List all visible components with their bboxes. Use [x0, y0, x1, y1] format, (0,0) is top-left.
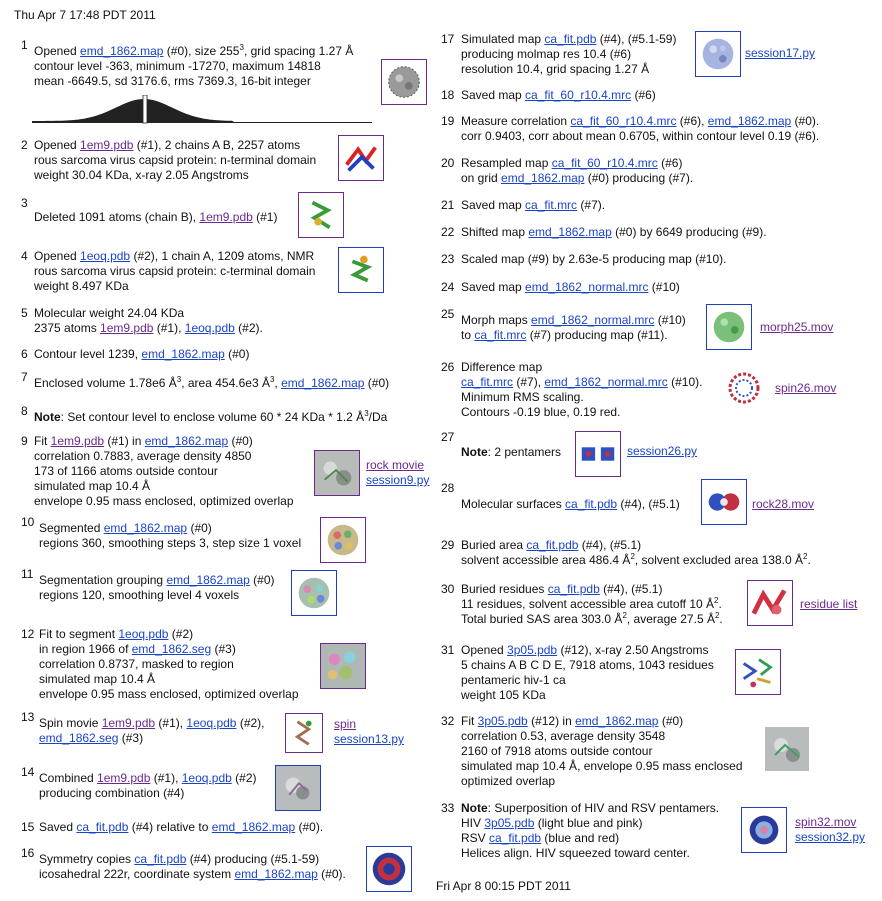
- entry-number: 9: [21, 434, 28, 448]
- helices-info: Helices align. HIV squeezed toward center.: [461, 846, 690, 860]
- superscript: 3: [269, 375, 275, 384]
- contour-level-marker[interactable]: [143, 95, 147, 123]
- entry-number: 21: [441, 198, 455, 212]
- entry-number: 18: [441, 88, 455, 102]
- scaling-info: Minimum RMS scaling.: [461, 390, 584, 404]
- entry-number: 4: [21, 249, 28, 263]
- text: (#7).: [577, 198, 606, 212]
- text: (#6): [631, 88, 656, 102]
- text: (light blue and pink): [534, 816, 643, 830]
- text: (#0): [364, 376, 390, 390]
- correlation-info: correlation 0.7883, average density 4850: [34, 449, 252, 463]
- emd-map-link[interactable]: emd_1862.map: [80, 44, 164, 58]
- text: .: [719, 612, 723, 626]
- envelope-info: envelope 0.95 mass enclosed, optimized overlap: [34, 494, 294, 508]
- text: (#10): [648, 280, 680, 294]
- entry-number: 2: [21, 138, 28, 152]
- entry-number: 19: [441, 114, 455, 128]
- text: (#0).: [317, 867, 346, 881]
- text: (#0): [187, 521, 212, 535]
- residue-list-link[interactable]: residue list: [800, 597, 858, 611]
- thumbnail-difference[interactable]: [722, 366, 766, 410]
- text: Saved map: [461, 88, 526, 102]
- text: (#7) producing map (#11).: [526, 328, 668, 342]
- overlap-info: optimized overlap: [461, 774, 556, 788]
- start-date: Thu Apr 7 17:48 PDT 2011: [14, 8, 156, 22]
- spin-link[interactable]: spin: [334, 717, 357, 731]
- thumbnail-combination[interactable]: [275, 765, 321, 811]
- sim-map-info: simulated map 10.4 Å: [39, 672, 156, 686]
- text: (#2): [231, 771, 257, 785]
- text: Segmentation grouping: [39, 573, 167, 587]
- thumbnail-segmentation[interactable]: [320, 517, 366, 563]
- rock28-link[interactable]: rock28.mov: [752, 497, 815, 511]
- sim-map-info: simulated map 10.4 Å: [34, 479, 151, 493]
- superscript: 3: [364, 409, 369, 418]
- text: : 2 pentamers: [487, 445, 562, 459]
- thumbnail-segmentation[interactable]: [291, 570, 337, 616]
- text: Enclosed volume 1.78e6 Å: [34, 376, 177, 390]
- text: (#4) producing (#5.1-59): [186, 852, 320, 866]
- spin32-link[interactable]: spin32.mov: [795, 815, 857, 829]
- pdb-link[interactable]: ca_fit.pdb: [544, 32, 597, 46]
- emd-map-link[interactable]: emd_1862.map: [501, 171, 585, 185]
- session32-link[interactable]: session32.py: [795, 830, 866, 844]
- note-label: Note: [461, 801, 488, 815]
- description: rous sarcoma virus capsid protein: n-terminal domain: [34, 153, 317, 167]
- thumbnail-fit[interactable]: [320, 643, 366, 689]
- text: (#1),: [155, 716, 187, 730]
- pdb-link[interactable]: ca_fit.pdb: [134, 852, 187, 866]
- entry-number: 32: [441, 714, 455, 728]
- text: Saved map: [461, 280, 526, 294]
- text: (#4), (#5.1): [578, 538, 642, 552]
- mrc-link[interactable]: ca_fit.mrc: [525, 198, 578, 212]
- emd-map-link[interactable]: emd_1862.map: [234, 867, 318, 881]
- text: (#4), (#5.1-59): [596, 32, 677, 46]
- text: (#1),: [150, 771, 182, 785]
- text: Combined: [39, 771, 98, 785]
- text: (#4), (#5.1): [599, 582, 663, 596]
- density-histogram: [32, 95, 372, 125]
- entry-number: 29: [441, 538, 455, 552]
- text: Total buried SAS area 303.0 Å: [461, 612, 623, 626]
- emd-map-link[interactable]: emd_1862.map: [528, 225, 612, 239]
- session13-link[interactable]: session13.py: [334, 732, 405, 746]
- entry-number: 24: [441, 280, 455, 294]
- mrc-link[interactable]: ca_fit_60_r10.4.mrc: [525, 88, 632, 102]
- combination-info: producing combination (#4): [39, 786, 185, 800]
- thumbnail-morph[interactable]: [706, 304, 752, 350]
- mrc-link[interactable]: emd_1862_normal.mrc: [544, 375, 668, 389]
- pdb-link[interactable]: ca_fit.pdb: [547, 582, 600, 596]
- text: .: [718, 597, 722, 611]
- thumbnail-superposition[interactable]: [741, 807, 787, 853]
- entry-number: 16: [21, 846, 35, 860]
- weight-info: weight 30.04 KDa, x-ray 2.05 Angstroms: [34, 168, 249, 182]
- thumbnail-fit[interactable]: [314, 450, 360, 496]
- entry-number: 6: [21, 347, 28, 361]
- text: Morph maps: [461, 313, 532, 327]
- rock-movie-link[interactable]: rock movie: [366, 458, 425, 472]
- sim-map-info: simulated map 10.4 Å, envelope 0.95 mass enclosed: [461, 759, 743, 773]
- entry-number: 31: [441, 643, 455, 657]
- pdb-link[interactable]: ca_fit.pdb: [526, 538, 579, 552]
- entry-number: 33: [441, 801, 455, 815]
- thumbnail-fit[interactable]: [765, 727, 809, 771]
- entry-number: 25: [441, 307, 455, 321]
- thumbnail-protein[interactable]: [338, 135, 384, 181]
- text: (#12), x-ray 2.50 Angstroms: [557, 643, 709, 657]
- pdb-link[interactable]: 1em9.pdb: [199, 210, 253, 224]
- thumbnail-map[interactable]: [695, 31, 741, 77]
- thumbnail-protein[interactable]: [338, 247, 384, 293]
- text: Symmetry copies: [39, 852, 135, 866]
- seg-link[interactable]: emd_1862.seg: [131, 642, 212, 656]
- thumbnail-pentamers[interactable]: [575, 431, 621, 477]
- text: Opened: [461, 643, 508, 657]
- text: 11 residues, solvent accessible area cutoff 10 Å: [461, 597, 715, 611]
- mrc-link[interactable]: ca_fit_60_r10.4.mrc: [551, 156, 658, 170]
- thumbnail-symmetry[interactable]: [366, 846, 412, 892]
- text: Deleted 1091 atoms (chain B),: [34, 210, 200, 224]
- text: solvent accessible area 486.4 Å: [461, 553, 631, 567]
- superscript: 2: [622, 611, 627, 620]
- mrc-link[interactable]: ca_fit_60_r10.4.mrc: [570, 114, 677, 128]
- thumbnail-surfaces[interactable]: [701, 479, 747, 525]
- entry-number: 15: [21, 820, 35, 834]
- entry-number: 20: [441, 156, 455, 170]
- seg-link[interactable]: emd_1862.seg: [39, 731, 119, 745]
- pdb-link[interactable]: 1em9.pdb: [100, 321, 154, 335]
- pdb-link[interactable]: 1eoq.pdb: [80, 249, 131, 263]
- text: (#1),: [153, 321, 185, 335]
- text: Segmented: [39, 521, 104, 535]
- entry-number: 5: [21, 306, 28, 320]
- entry-number: 10: [21, 515, 35, 529]
- weight-info: weight 8.497 KDa: [34, 279, 129, 293]
- text: 2375 atoms: [34, 321, 101, 335]
- text: (#3): [118, 731, 144, 745]
- text: in region 1966 of: [39, 642, 132, 656]
- contours-info: Contours -0.19 blue, 0.19 red.: [461, 405, 621, 419]
- text: (#2): [168, 627, 194, 641]
- entry-number: 30: [441, 582, 455, 596]
- superscript: 2: [714, 611, 720, 620]
- text: (#1) in: [104, 434, 145, 448]
- envelope-info: envelope 0.95 mass enclosed, optimized overlap: [39, 687, 299, 701]
- entry-number: 1: [21, 38, 28, 52]
- entry-number: 12: [21, 627, 35, 641]
- entry-number: 26: [441, 360, 455, 374]
- pdb-link[interactable]: 1eoq.pdb: [118, 627, 169, 641]
- text: (#0), size 255: [163, 44, 240, 58]
- text: (#0).: [791, 114, 820, 128]
- text: : Set contour level to enclose volume 60 * 24 KDa * 1.2 Å: [60, 410, 365, 424]
- text: Spin movie: [39, 716, 102, 730]
- text: (#4) relative to: [128, 820, 212, 834]
- text: (#1), 2 chains A B, 2257 atoms: [133, 138, 301, 152]
- text: to: [461, 328, 475, 342]
- text: Molecular surfaces: [461, 497, 566, 511]
- entry-number: 27: [441, 430, 455, 444]
- mrc-link[interactable]: ca_fit.mrc: [461, 375, 514, 389]
- text: /Da: [368, 410, 388, 424]
- pdb-link[interactable]: 3p05.pdb: [484, 816, 535, 830]
- session17-link[interactable]: session17.py: [745, 46, 816, 60]
- text: (#10).: [667, 375, 703, 389]
- text: on grid: [461, 171, 502, 185]
- pdb-link[interactable]: 1eoq.pdb: [181, 771, 232, 785]
- text: Shifted map: [461, 225, 529, 239]
- entry-number: 23: [441, 252, 455, 266]
- text: (#6): [657, 156, 683, 170]
- superscript: 2: [803, 552, 808, 561]
- pdb-link[interactable]: 1em9.pdb: [101, 716, 156, 730]
- thumbnail-protein[interactable]: [285, 713, 323, 753]
- pdb-link[interactable]: 1em9.pdb: [80, 138, 134, 152]
- text: HIV: [461, 816, 485, 830]
- entry-number: 8: [21, 404, 28, 418]
- weight-info: weight 105 KDa: [461, 688, 546, 702]
- text: icosahedral 222r, coordinate system: [39, 867, 235, 881]
- mrc-link[interactable]: emd_1862_normal.mrc: [531, 313, 655, 327]
- emd-map-link[interactable]: emd_1862.map: [575, 714, 659, 728]
- atoms-info: 173 of 1166 atoms outside contour: [34, 464, 218, 478]
- stats-info: mean -6649.5, sd 3176.6, rms 7369.3, 16-bit integer: [34, 74, 311, 88]
- text: (#0): [224, 347, 250, 361]
- emd-map-link[interactable]: emd_1862.map: [211, 820, 296, 834]
- text: , solvent excluded area 138.0 Å: [634, 553, 804, 567]
- pdb-link[interactable]: 3p05.pdb: [477, 714, 528, 728]
- text: (#0): [658, 714, 684, 728]
- text: Resampled map: [461, 156, 552, 170]
- thumbnail-protein[interactable]: [735, 649, 781, 695]
- entry-number: 28: [441, 481, 455, 495]
- text: Fit: [34, 434, 51, 448]
- note-label: Note: [461, 445, 488, 459]
- emd-map-link[interactable]: emd_1862.map: [141, 347, 225, 361]
- atoms-info: 2160 of 7918 atoms outside contour: [461, 744, 653, 758]
- text: , grid spacing 1.27 Å: [243, 44, 354, 58]
- pdb-link[interactable]: 1em9.pdb: [97, 771, 151, 785]
- description: rous sarcoma virus capsid protein: c-terminal domain: [34, 264, 316, 278]
- pdb-link[interactable]: ca_fit.pdb: [489, 831, 542, 845]
- pdb-link[interactable]: 1eoq.pdb: [184, 321, 235, 335]
- entry-number: 13: [21, 710, 35, 724]
- text: (#0): [228, 434, 253, 448]
- morph25-link[interactable]: morph25.mov: [760, 320, 834, 334]
- superscript: 3: [176, 375, 182, 384]
- text: (#12) in: [527, 714, 576, 728]
- thumbnail-protein[interactable]: [298, 192, 344, 238]
- text: Measure correlation: [461, 114, 571, 128]
- text: Buried area: [461, 538, 527, 552]
- thumbnail-residues[interactable]: [747, 580, 793, 626]
- entry-number: 3: [21, 196, 28, 210]
- correlation-info: correlation 0.53, average density 3548: [461, 729, 666, 743]
- entry-number: 22: [441, 225, 455, 239]
- histogram-shape: [32, 99, 372, 123]
- end-date: Fri Apr 8 00:15 PDT 2011: [436, 879, 571, 893]
- text: (#7),: [513, 375, 545, 389]
- text: (#2).: [234, 321, 263, 335]
- text: Saved map: [461, 198, 526, 212]
- pdb-link[interactable]: 3p05.pdb: [507, 643, 558, 657]
- weight-info: Molecular weight 24.04 KDa: [34, 306, 185, 320]
- superscript: 2: [714, 596, 719, 605]
- text: Fit: [461, 714, 478, 728]
- entry-number: 17: [441, 32, 455, 46]
- entry-number: 14: [21, 765, 35, 779]
- text: (#1): [252, 210, 278, 224]
- text: Opened: [34, 249, 81, 263]
- text: , average 27.5 Å: [626, 612, 715, 626]
- superscript: 2: [630, 552, 635, 561]
- difference-title: Difference map: [461, 360, 543, 374]
- entry-number: 11: [21, 567, 34, 581]
- entry-number: 7: [21, 370, 28, 384]
- text: (#2), 1 chain A, 1209 atoms, NMR: [130, 249, 315, 263]
- spin26-link[interactable]: spin26.mov: [775, 381, 837, 395]
- emd-map-link[interactable]: emd_1862.map: [144, 434, 229, 448]
- pdb-link[interactable]: 1eoq.pdb: [186, 716, 237, 730]
- text: (#0): [249, 573, 275, 587]
- emd-map-link[interactable]: emd_1862.map: [281, 376, 365, 390]
- superscript: 3: [239, 43, 244, 52]
- correlation-info: corr 0.9403, corr about mean 0.6705, within contour level 0.19 (#6).: [461, 129, 820, 143]
- text: Fit to segment: [39, 627, 119, 641]
- emd-map-link[interactable]: emd_1862.map: [707, 114, 792, 128]
- session26-link[interactable]: session26.py: [627, 444, 698, 458]
- correlation-info: correlation 0.8737, masked to region: [39, 657, 234, 671]
- emd-map-link[interactable]: emd_1862.map: [103, 521, 188, 535]
- contour-info: contour level -363, minimum -17270, maximum 14818: [34, 59, 321, 73]
- text: .: [807, 553, 811, 567]
- description: pentameric hiv-1 ca: [461, 673, 566, 687]
- text: (#6),: [676, 114, 708, 128]
- text: (#10): [654, 313, 686, 327]
- text: Simulated map: [461, 32, 545, 46]
- text: (#0) producing (#7).: [584, 171, 694, 185]
- session9-link[interactable]: session9.py: [366, 473, 430, 487]
- text: , area 454.6e3 Å: [181, 376, 270, 390]
- text: Opened: [34, 44, 81, 58]
- regions-info: regions 360, smoothing steps 3, step size 1 voxel: [39, 536, 302, 550]
- text: (#4), (#5.1): [617, 497, 680, 511]
- scale-info: Scaled map (#9) by 2.63e-5 producing map (#10).: [461, 252, 727, 266]
- resolution-info: resolution 10.4, grid spacing 1.27 Å: [461, 62, 650, 76]
- text: (#2),: [236, 716, 265, 730]
- emd-map-link[interactable]: emd_1862.map: [166, 573, 250, 587]
- molmap-info: producing molmap res 10.4 (#6): [461, 47, 632, 61]
- text: Saved: [39, 820, 77, 834]
- pdb-link[interactable]: 1em9.pdb: [50, 434, 105, 448]
- text: RSV: [461, 831, 490, 845]
- pdb-link[interactable]: ca_fit.pdb: [565, 497, 618, 511]
- text: (#0) by 6649 producing (#9).: [611, 225, 767, 239]
- text: (blue and red): [541, 831, 620, 845]
- text: (#0).: [295, 820, 324, 834]
- pdb-link[interactable]: ca_fit.pdb: [76, 820, 129, 834]
- thumbnail-map[interactable]: [381, 59, 427, 105]
- mrc-link[interactable]: ca_fit.mrc: [474, 328, 527, 342]
- text: Contour level 1239,: [34, 347, 142, 361]
- note-label: Note: [34, 410, 61, 424]
- text: Opened: [34, 138, 81, 152]
- text: (#3): [211, 642, 236, 656]
- chains-info: 5 chains A B C D E, 7918 atoms, 1043 residues: [461, 658, 714, 672]
- regions-info: regions 120, smoothing level 4 voxels: [39, 588, 240, 602]
- text: Buried residues: [461, 582, 548, 596]
- text: ,: [274, 376, 282, 390]
- text: : Superposition of HIV and RSV pentamers.: [487, 801, 720, 815]
- mrc-link[interactable]: emd_1862_normal.mrc: [525, 280, 649, 294]
